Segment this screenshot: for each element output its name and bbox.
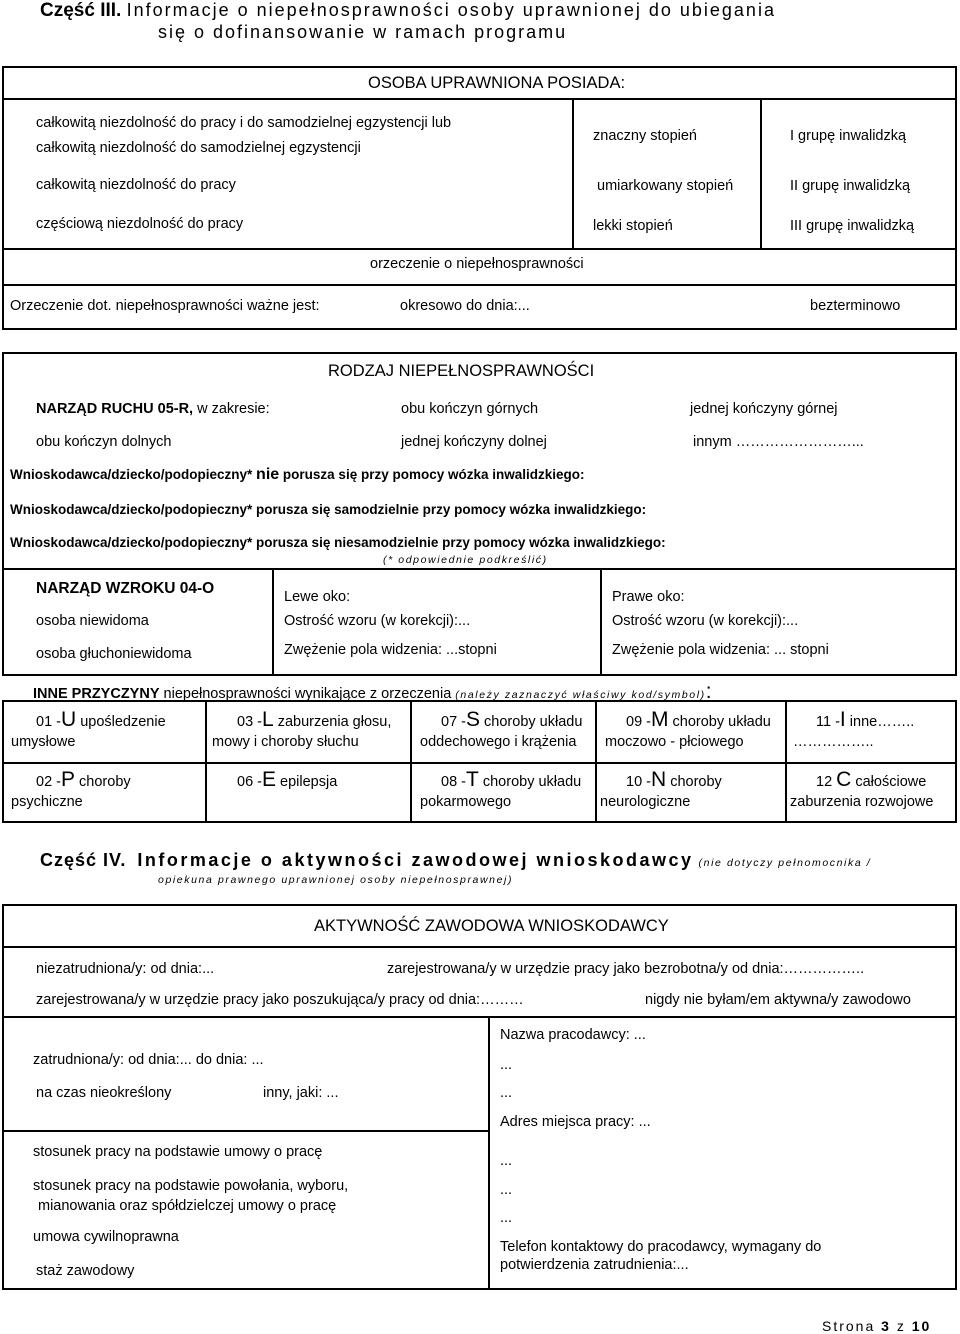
vision-blind[interactable]: osoba niewidoma: [36, 613, 149, 629]
part3-title-line1: Informacje o niepełnosprawności osoby uprawnionej do ubiegania: [126, 0, 776, 20]
code-09-text: choroby układu: [668, 714, 771, 730]
divider: [2, 284, 957, 286]
wheelchair-none[interactable]: [10, 466, 585, 484]
code-12-num: 12: [816, 774, 837, 790]
page-of: z: [896, 1318, 906, 1334]
validity-permanent[interactable]: bezterminowo: [810, 298, 901, 314]
divider: [2, 700, 957, 702]
part4-note-l2: opiekuna prawnego uprawnionej osoby niepełnosprawnej): [158, 874, 514, 886]
group-2[interactable]: II grupę inwalidzką: [790, 178, 911, 194]
code-07-num: 07 -: [441, 714, 466, 730]
code-09-num: 09 -: [626, 714, 651, 730]
employer-name-line3[interactable]: ...: [500, 1085, 513, 1101]
divider: [955, 700, 957, 821]
divider: [2, 1130, 488, 1132]
code-02-l2: psychiczne: [11, 794, 83, 810]
divider: [2, 762, 957, 764]
wheelchair-none-c: porusza się przy pomocy wózka inwalidzkiego:: [279, 467, 585, 482]
other-causes-colon: :: [705, 680, 712, 703]
code-03[interactable]: [237, 708, 391, 732]
code-07-letter: S: [466, 708, 481, 731]
work-address-line4[interactable]: ...: [500, 1210, 513, 1226]
level-significant[interactable]: znaczny stopień: [593, 128, 697, 144]
code-10-num: 10 -: [626, 774, 651, 790]
group-3[interactable]: III grupę inwalidzką: [790, 218, 915, 234]
opt-contract[interactable]: stosunek pracy na podstawie umowy o pracę: [33, 1144, 323, 1160]
code-11-letter: I: [839, 708, 846, 731]
disability-level-box: [2, 66, 957, 330]
divider: [572, 98, 574, 248]
wheelchair-dependent[interactable]: Wnioskodawca/dziecko/podopieczny* porusza się niesamodzielnie przy pomocy wózka inwalidzkiego:: [10, 535, 666, 550]
page-total: 10: [911, 1318, 932, 1334]
code-03-letter: L: [262, 708, 274, 731]
employer-name-line2[interactable]: ...: [500, 1057, 513, 1073]
code-11[interactable]: [816, 708, 914, 732]
part3-title-line2: się o dofinansowanie w ramach programu: [158, 22, 568, 42]
opt-unemployed[interactable]: niezatrudniona/y: od dnia:...: [36, 961, 215, 977]
code-09[interactable]: [626, 708, 771, 732]
divider: [2, 568, 957, 570]
page-word: Strona: [822, 1318, 876, 1334]
disability-box-header: OSOBA UPRAWNIONA POSIADA:: [368, 74, 626, 92]
wheelchair-none-a: Wnioskodawca/dziecko/podopieczny*: [10, 467, 257, 482]
validity-label: Orzeczenie dot. niepełnosprawności ważne jest:: [10, 298, 320, 314]
other-causes-text: niepełnosprawności wynikające z orzeczenia: [159, 686, 456, 702]
code-01-l2: umysłowe: [11, 734, 76, 750]
code-08-text: choroby układu: [478, 774, 582, 790]
employer-phone-l1: Telefon kontaktowy do pracodawcy, wymagany do: [500, 1239, 822, 1255]
opt-never-active[interactable]: nigdy nie byłam/em aktywna/y zawodowo: [645, 992, 911, 1008]
divider: [2, 248, 957, 250]
underline-footnote: (* odpowiednie podkreślić): [383, 554, 548, 566]
left-eye-acuity[interactable]: Ostrość wzoru (w korekcji):...: [284, 613, 471, 629]
divider: [2, 1016, 957, 1018]
code-12-text: całościowe: [851, 774, 927, 790]
part3-label: Część III.: [40, 0, 122, 21]
right-eye-acuity[interactable]: Ostrość wzoru (w korekcji):...: [612, 613, 799, 629]
opt-registered-seeker[interactable]: zarejestrowana/y w urzędzie pracy jako poszukująca/y pracy od dnia:………: [36, 992, 524, 1008]
divider: [272, 568, 274, 676]
code-01[interactable]: [36, 708, 166, 732]
left-eye-field[interactable]: Zwężenie pola widzenia: ...stopni: [284, 642, 497, 658]
work-address-line3[interactable]: ...: [500, 1182, 513, 1198]
divider: [2, 946, 957, 948]
code-07-text: choroby układu: [480, 714, 583, 730]
code-08-letter: T: [466, 768, 479, 791]
code-11-text: inne……..: [845, 714, 915, 730]
opt-upper-one[interactable]: jednej kończyny górnej: [690, 401, 838, 417]
incapacity-work[interactable]: całkowitą niezdolność do pracy: [36, 177, 236, 193]
opt-internship[interactable]: staż zawodowy: [36, 1263, 135, 1279]
opt-appointment-l2: mianowania oraz spółdzielczej umowy o pracę: [38, 1198, 337, 1214]
code-11-l2: ……………..: [793, 734, 874, 750]
code-01-letter: U: [61, 708, 77, 731]
vision-deafblind[interactable]: osoba głuchoniewidoma: [36, 646, 192, 662]
code-08-l2: pokarmowego: [420, 794, 512, 810]
wheelchair-none-b: nie: [256, 466, 280, 483]
divider: [2, 98, 957, 100]
code-08-num: 08 -: [441, 774, 466, 790]
opt-indefinite[interactable]: na czas nieokreślony: [36, 1085, 172, 1101]
page-number: [822, 1318, 931, 1334]
divider: [205, 700, 207, 821]
motor-organ-label: [36, 401, 270, 417]
right-eye-label: Prawe oko:: [612, 589, 685, 605]
opt-employed[interactable]: zatrudniona/y: od dnia:... do dnia: ...: [33, 1052, 264, 1068]
divider: [2, 700, 4, 821]
vision-label: NARZĄD WZROKU 04-O: [36, 580, 215, 597]
incapacity-full-l1[interactable]: całkowitą niezdolność do pracy i do samodzielnej egzystencji lub: [36, 115, 452, 131]
code-03-text: zaburzenia głosu,: [273, 714, 392, 730]
incapacity-full-l2[interactable]: całkowitą niezdolność do samodzielnej egzystencji: [36, 140, 361, 156]
code-12-l2: zaburzenia rozwojowe: [790, 794, 934, 810]
code-02-text: choroby: [75, 774, 131, 790]
code-09-letter: M: [651, 708, 669, 731]
divider: [488, 1016, 490, 1290]
code-01-text: upośledzenie: [76, 714, 166, 730]
group-1[interactable]: I grupę inwalidzką: [790, 128, 907, 144]
right-eye-field[interactable]: Zwężenie pola widzenia: ... stopni: [612, 642, 829, 658]
divider: [595, 700, 597, 821]
opt-civil[interactable]: umowa cywilnoprawna: [33, 1229, 179, 1245]
work-address-field[interactable]: Adres miejsca pracy: ...: [500, 1114, 651, 1130]
code-10-letter: N: [651, 768, 667, 791]
code-08[interactable]: [441, 768, 581, 792]
code-06-letter: E: [262, 768, 277, 791]
part4-title: Informacje o aktywności zawodowej wnioskodawcy: [137, 850, 694, 870]
divider: [2, 821, 957, 823]
code-01-num: 01 -: [36, 714, 61, 730]
code-03-num: 03 -: [237, 714, 262, 730]
code-10-text: choroby: [666, 774, 722, 790]
divider: [760, 98, 762, 248]
incapacity-partial[interactable]: częściową niezdolność do pracy: [36, 216, 244, 232]
code-12-letter: C: [836, 768, 852, 791]
opt-other-term[interactable]: inny, jaki: ...: [263, 1085, 339, 1101]
code-02-num: 02 -: [36, 774, 61, 790]
divider: [600, 568, 602, 676]
code-02-letter: P: [61, 768, 76, 791]
part3-heading: [40, 0, 776, 22]
code-11-num: 11 -: [816, 714, 840, 730]
part4-note-l1: (nie dotyczy pełnomocnika /: [698, 857, 872, 869]
code-02[interactable]: [36, 768, 131, 792]
left-eye-label: Lewe oko:: [284, 589, 351, 605]
wheelchair-independent[interactable]: Wnioskodawca/dziecko/podopieczny* porusza się samodzielnie przy pomocy wózka inwalidzkiego:: [10, 502, 647, 517]
code-07-l2: oddechowego i krążenia: [420, 734, 577, 750]
activity-box-header: AKTYWNOŚĆ ZAWODOWA WNIOSKODAWCY: [314, 917, 669, 935]
code-03-l2: mowy i choroby słuchu: [212, 734, 359, 750]
certificate-option[interactable]: orzeczenie o niepełnosprawności: [370, 256, 584, 272]
opt-upper-both[interactable]: obu kończyn górnych: [401, 401, 539, 417]
code-09-l2: moczowo - płciowego: [605, 734, 744, 750]
motor-organ-code: NARZĄD RUCHU 05-R,: [36, 401, 194, 417]
employer-phone-field[interactable]: potwierdzenia zatrudnienia:...: [500, 1257, 689, 1273]
code-06-num: 06 -: [237, 774, 262, 790]
type-box-header: RODZAJ NIEPEŁNOSPRAWNOŚCI: [328, 362, 595, 380]
other-causes-note: (należy zaznaczyć właściwy kod/symbol): [455, 689, 706, 701]
code-12[interactable]: [816, 768, 926, 792]
part4-label: Część IV.: [40, 850, 127, 870]
code-10-l2: neurologiczne: [600, 794, 691, 810]
level-light[interactable]: lekki stopień: [593, 218, 673, 234]
page-current: 3: [881, 1318, 891, 1334]
motor-organ-scope: w zakresie:: [193, 401, 270, 417]
code-10[interactable]: [626, 768, 722, 792]
part4-heading: [40, 850, 871, 871]
opt-appointment-l1[interactable]: stosunek pracy na podstawie powołania, wyboru,: [33, 1178, 349, 1194]
work-address-line2[interactable]: ...: [500, 1153, 513, 1169]
other-causes-label: INNE PRZYCZYNY: [33, 686, 160, 702]
code-06-text: epilepsja: [276, 774, 338, 790]
divider: [410, 700, 412, 821]
code-06[interactable]: [237, 768, 337, 792]
validity-temporary[interactable]: okresowo do dnia:...: [400, 298, 530, 314]
opt-lower-one[interactable]: jednej kończyny dolnej: [401, 434, 547, 450]
level-moderate[interactable]: umiarkowany stopień: [597, 178, 734, 194]
opt-registered-unemployed[interactable]: zarejestrowana/y w urzędzie pracy jako bezrobotna/y od dnia:……………..: [387, 961, 865, 977]
divider: [785, 700, 787, 821]
employer-name-field[interactable]: Nazwa pracodawcy: ...: [500, 1027, 646, 1043]
code-07[interactable]: [441, 708, 582, 732]
opt-lower-both[interactable]: obu kończyn dolnych: [36, 434, 172, 450]
opt-other[interactable]: innym ……………………...: [693, 434, 864, 450]
